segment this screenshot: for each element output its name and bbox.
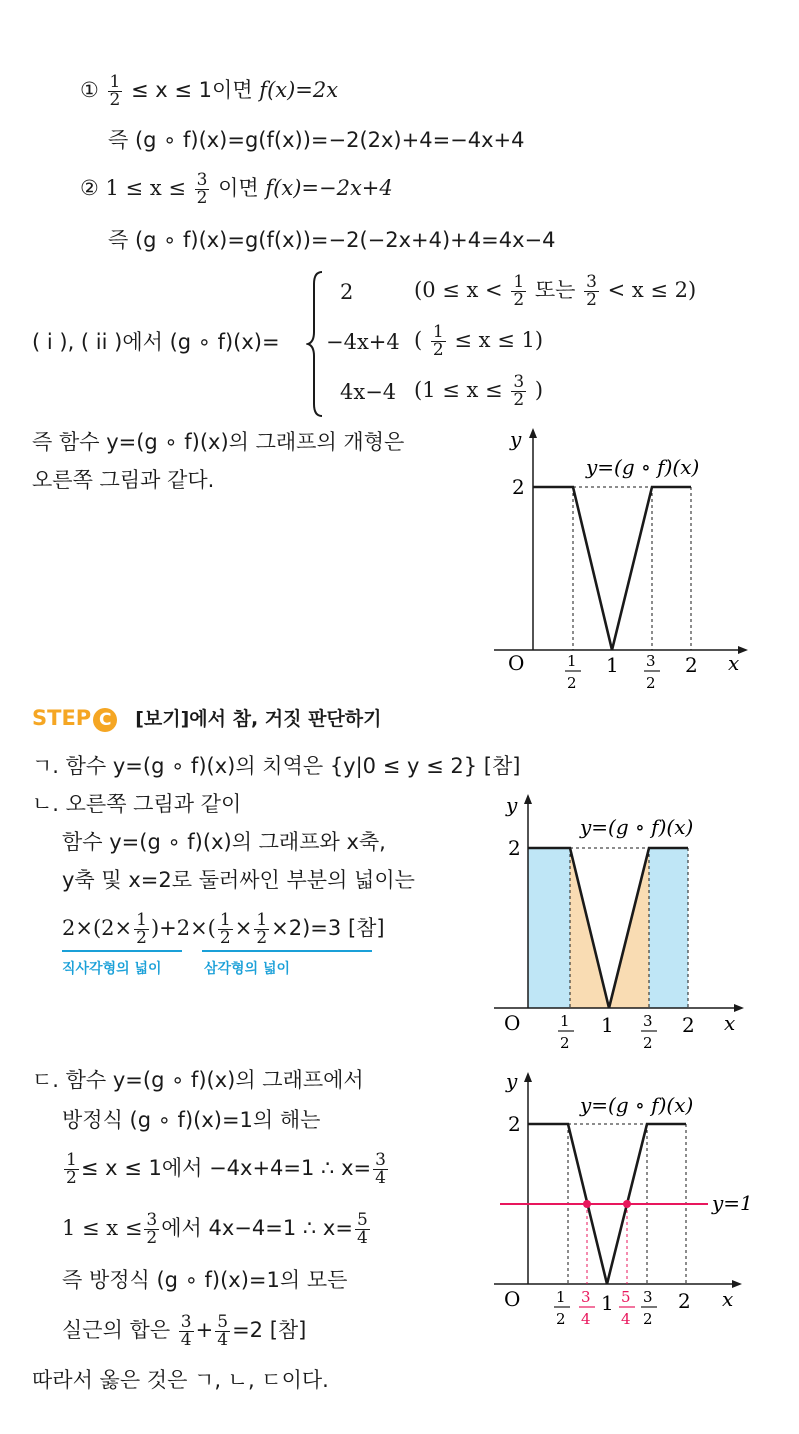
graph-3 <box>480 1064 780 1364</box>
y-axis-label: y <box>506 793 518 817</box>
origin-label: O <box>504 1287 521 1311</box>
y-axis-label: y <box>510 427 522 451</box>
tick-1: 1 <box>601 1013 614 1037</box>
case1-result: 즉 (g ∘ f)(x)=g(f(x))=−2(2x)+4=−4x+4 <box>108 128 525 152</box>
func-label: y=(g ∘ f)(x) <box>580 1093 694 1117</box>
intersection-point-2 <box>623 1200 631 1208</box>
x-axis-arrow <box>734 1004 744 1012</box>
item-b-line-3: y축 및 x=2로 둘러싸인 부분의 넓이는 <box>62 868 415 892</box>
tick-1: 1 <box>606 653 619 677</box>
svg-text:4: 4 <box>621 1310 631 1328</box>
tick-3half-num: 3 <box>646 652 656 670</box>
graph-2 <box>480 786 780 1066</box>
y-tick-2: 2 <box>512 475 525 499</box>
tick-half-num: 1 <box>567 652 577 670</box>
underline-rect <box>62 950 182 952</box>
svg-text:1: 1 <box>556 1288 566 1306</box>
piecewise-lead: ( i ), ( ii )에서 (g ∘ f)(x)= <box>32 330 280 354</box>
y-tick-2: 2 <box>508 1112 521 1136</box>
tick-half-den: 2 <box>567 674 577 692</box>
case2-result: 즉 (g ∘ f)(x)=g(f(x))=−2(−2x+4)+4=4x−4 <box>108 228 556 252</box>
x-axis-arrow <box>738 646 748 654</box>
piece-row-1-cond: (0 ≤ x < $\frac{1}{2}$ 또는 $\frac{3}{2}$ < x ≤ 2) <box>414 272 697 310</box>
summary-line-2: 오른쪽 그림과 같다. <box>32 468 215 492</box>
item-b-line-2: 함수 y=(g ∘ f)(x)의 그래프와 x축, <box>62 830 386 854</box>
item-c-line-2: 방정식 (g ∘ f)(x)=1의 해는 <box>62 1108 321 1132</box>
item-c-line-1: ㄷ. 함수 y=(g ∘ f)(x)의 그래프에서 <box>32 1068 364 1092</box>
y-axis-label: y <box>506 1069 518 1093</box>
svg-text:5: 5 <box>621 1288 631 1306</box>
svg-text:2: 2 <box>556 1310 566 1328</box>
fraction: $\frac{3}{2}$ <box>196 170 208 208</box>
piece-row-1: 2 <box>340 280 354 304</box>
origin-label: O <box>508 651 525 675</box>
func-label: y=(g ∘ f)(x) <box>580 815 694 839</box>
svg-text:3: 3 <box>581 1288 591 1306</box>
item-b-calc: 2×(2× $\frac{1}{2}$ )+2×( $\frac{1}{2}$ × $\frac{1}{2}$ ×2)=3 [참] <box>62 910 385 948</box>
area-rect-left <box>528 848 570 1008</box>
function-curve <box>533 487 691 650</box>
item-c-line-5: 즉 방정식 (g ∘ f)(x)=1의 모든 <box>62 1268 348 1292</box>
origin-label: O <box>504 1011 521 1035</box>
y-tick-2: 2 <box>508 836 521 860</box>
piece-row-2-cond: ( $\frac{1}{2}$ ≤ x ≤ 1) <box>414 322 544 360</box>
fraction: $\frac{1}{2}$ <box>109 72 121 110</box>
item-c-line-4: 1 ≤ x ≤ $\frac{3}{2}$ 에서 4x−4=1 ∴ x= $\frac{5}{4}$ <box>62 1210 368 1248</box>
tick-2: 2 <box>682 1013 695 1037</box>
svg-text:1: 1 <box>560 1012 570 1030</box>
item-a: ㄱ. 함수 y=(g ∘ f)(x)의 치역은 {y|0 ≤ y ≤ 2} [참] <box>32 754 521 778</box>
tick-2: 2 <box>678 1289 691 1313</box>
x-axis-label: x <box>728 651 740 675</box>
func-label: y=(g ∘ f)(x) <box>586 455 700 479</box>
piece-row-3: 4x−4 <box>340 380 397 404</box>
x-axis-arrow <box>732 1280 742 1288</box>
step-badge: C <box>93 708 117 732</box>
case1-condition: ① $\frac{1}{2}$ ≤ x ≤ 1이면 f(x)=2x <box>80 72 339 110</box>
summary-line-1: 즉 함수 y=(g ∘ f)(x)의 그래프의 개형은 <box>32 430 405 454</box>
tick-2: 2 <box>685 653 698 677</box>
tick-1: 1 <box>601 1291 614 1315</box>
svg-text:2: 2 <box>643 1034 653 1052</box>
piece-row-2: −4x+4 <box>326 330 400 354</box>
tick-3half-den: 2 <box>646 674 656 692</box>
y-axis-arrow <box>529 428 537 438</box>
x-axis-label: x <box>722 1287 734 1311</box>
item-c-line-6: 실근의 합은 $\frac{3}{4}$ + $\frac{5}{4}$ =2 [참] <box>62 1312 307 1350</box>
piece-row-3-cond: (1 ≤ x ≤ $\frac{3}{2}$ ) <box>414 372 544 410</box>
intersection-point-1 <box>583 1200 591 1208</box>
area-rect-right <box>649 848 688 1008</box>
svg-text:2: 2 <box>643 1310 653 1328</box>
graph-1 <box>480 420 780 700</box>
note-rect: 직사각형의 넓이 <box>62 961 162 977</box>
svg-text:2: 2 <box>560 1034 570 1052</box>
item-b-line-1: ㄴ. 오른쪽 그림과 같이 <box>32 792 242 816</box>
line-label: y=1 <box>712 1191 753 1215</box>
underline-tri <box>202 950 372 952</box>
step-c-header: STEP C [보기]에서 참, 거짓 판단하기 <box>32 706 382 730</box>
conclusion: 따라서 옳은 것은 ㄱ, ㄴ, ㄷ이다. <box>32 1368 329 1392</box>
x-axis-label: x <box>724 1011 736 1035</box>
y-axis-arrow <box>524 794 532 804</box>
case2-condition: ② 1 ≤ x ≤ $\frac{3}{2}$ 이면 f(x)=−2x+4 <box>80 170 393 208</box>
svg-text:3: 3 <box>643 1288 653 1306</box>
note-tri: 삼각형의 넓이 <box>204 961 291 977</box>
curly-brace <box>306 270 326 418</box>
item-c-line-3: $\frac{1}{2}$ ≤ x ≤ 1에서 −4x+4=1 ∴ x= $\frac{3}{4}$ <box>66 1150 386 1188</box>
svg-text:4: 4 <box>581 1310 591 1328</box>
y-axis-arrow <box>524 1072 532 1082</box>
svg-text:3: 3 <box>643 1012 653 1030</box>
